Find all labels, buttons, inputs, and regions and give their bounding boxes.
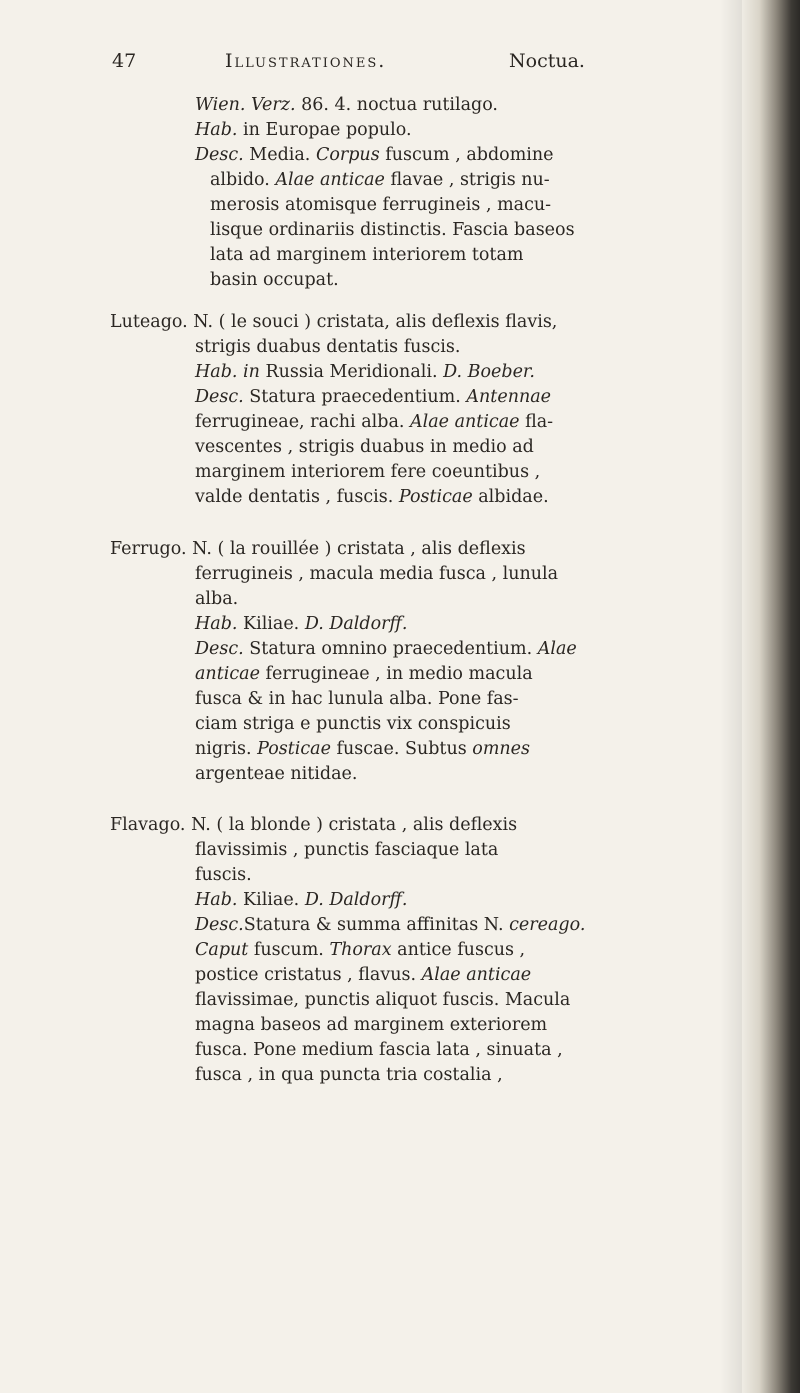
description-label: Desc.: [195, 145, 244, 165]
text-span: Alae anticae: [410, 412, 520, 432]
entry-line: fusca , in qua puncta tria costalia ,: [195, 1065, 503, 1085]
author-name: D. Daldorff.: [304, 890, 408, 910]
habitat-label: Hab.: [195, 120, 238, 140]
entry-line: ciam striga e punctis vix conspicuis: [195, 714, 511, 734]
text-span: N. ( la blonde ) cristata , alis deflexis: [191, 815, 518, 835]
entry-line: magna baseos ad marginem exteriorem: [195, 1015, 548, 1035]
text-span: 86. 4. noctua rutilago.: [295, 95, 498, 115]
book-binding-edge: [742, 0, 800, 1393]
entry-line: merosis atomisque ferrugineis , macu-: [210, 195, 552, 215]
entry-line: [195, 385, 551, 409]
author-name: D. Boeber.: [443, 362, 535, 382]
entry-line: fusca. Pone medium fascia lata , sinuata ,: [195, 1040, 563, 1060]
entry-line: [195, 963, 531, 987]
entry-line: strigis duabus dentatis fuscis.: [195, 337, 461, 357]
running-title-section: Noctua.: [509, 50, 585, 72]
text-span: Statura & summa affinitas N.: [243, 915, 510, 935]
entry-line: [195, 612, 407, 636]
entry-line: [210, 168, 550, 192]
entry-line: [110, 813, 517, 837]
text-span: Posticae: [257, 739, 331, 759]
entry-line: [195, 360, 535, 384]
entry-line: [195, 662, 533, 686]
text-span: antice fuscus ,: [391, 940, 526, 960]
text-span: albidae.: [472, 487, 549, 507]
habitat-label: Hab.: [195, 890, 238, 910]
text-span: ferrugineae , in medio macula: [259, 664, 533, 684]
author-name: D. Daldorff.: [304, 614, 408, 634]
entry-line: marginem interiorem fere coeuntibus ,: [195, 462, 541, 482]
text-span: in: [237, 362, 260, 382]
text-span: nigris.: [195, 739, 258, 759]
entry-line: vescentes , strigis duabus in medio ad: [195, 437, 534, 457]
text-span: fla-: [519, 412, 554, 432]
page-number: 47: [112, 50, 137, 72]
entry-line: fusca & in hac lunula alba. Pone fas-: [195, 689, 519, 709]
cross-reference: cereago.: [509, 915, 586, 935]
text-span: Media.: [243, 145, 316, 165]
habitat-text: Russia Meridionali.: [259, 362, 444, 382]
text-span: Antennae: [466, 387, 552, 407]
description-label: Desc.: [195, 639, 244, 659]
entry-line: [195, 913, 585, 937]
text-span: Alae: [537, 639, 577, 659]
text-span: albido.: [210, 170, 276, 190]
text-span: Statura omnino praecedentium.: [243, 639, 538, 659]
text-span: fuscum , abdomine: [379, 145, 554, 165]
text-span: flavae , strigis nu-: [384, 170, 550, 190]
habitat-text: Kiliae.: [237, 890, 305, 910]
text-span: Alae anticae: [275, 170, 385, 190]
entry-line: [195, 143, 554, 167]
text-span: Statura praecedentium.: [243, 387, 467, 407]
species-name: Ferrugo.: [110, 539, 187, 559]
entry-line: argenteae nitidae.: [195, 764, 358, 784]
entry-line: basin occupat.: [210, 270, 339, 290]
entry-line: [195, 938, 525, 962]
entry-line: [195, 118, 412, 142]
text-span: anticae: [195, 664, 260, 684]
text-span: fuscum.: [248, 940, 330, 960]
text-span: Caput: [195, 940, 249, 960]
text-span: Thorax: [329, 940, 392, 960]
entry-line: lata ad marginem interiorem totam: [210, 245, 524, 265]
text-span: N. ( la rouillée ) cristata , alis deflexis: [192, 539, 526, 559]
entry-line: [195, 888, 407, 912]
entry-line: flavissimae, punctis aliquot fuscis. Macula: [195, 990, 571, 1010]
description-label: Desc.: [195, 387, 244, 407]
text-span: omnes: [472, 739, 531, 759]
entry-line: [110, 537, 526, 561]
entry-line: fuscis.: [195, 865, 252, 885]
entry-line: lisque ordinariis distinctis. Fascia baseos: [210, 220, 575, 240]
entry-line: [195, 410, 553, 434]
species-name: Flavago.: [110, 815, 186, 835]
habitat-label: Hab.: [195, 362, 238, 382]
running-title: Illustrationes.: [225, 50, 387, 72]
species-name: Luteago.: [110, 312, 188, 332]
reference-citation: Wien. Verz.: [195, 95, 296, 115]
entry-line: [195, 737, 530, 761]
text-span: fuscae. Subtus: [330, 739, 473, 759]
gutter-shadow: [720, 0, 742, 1393]
text-span: Alae anticae: [421, 965, 532, 985]
text-span: valde dentatis , fuscis.: [195, 487, 399, 507]
entry-line: [195, 637, 577, 661]
text-span: postice cristatus , flavus.: [195, 965, 422, 985]
entry-line: ferrugineis , macula media fusca , lunula: [195, 564, 559, 584]
entry-line: [195, 485, 549, 509]
text-span: ferrugineae, rachi alba.: [195, 412, 410, 432]
description-label: Desc.: [195, 915, 244, 935]
entry-line: alba.: [195, 589, 239, 609]
text-span: Corpus: [315, 145, 380, 165]
entry-line: [110, 310, 557, 334]
habitat-label: Hab.: [195, 614, 238, 634]
entry-line: flavissimis , punctis fasciaque lata: [195, 840, 499, 860]
habitat-text: Kiliae.: [237, 614, 305, 634]
entry-line: [195, 93, 498, 117]
habitat-text: in Europae populo.: [237, 120, 412, 140]
text-span: Posticae: [398, 487, 473, 507]
text-span: N. ( le souci ) cristata, alis deflexis flavis,: [193, 312, 558, 332]
